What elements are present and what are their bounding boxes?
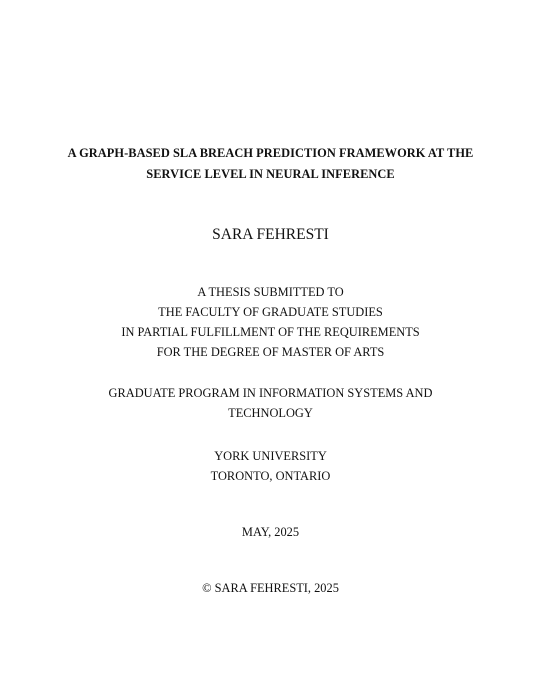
submission-line-4: FOR THE DEGREE OF MASTER OF ARTS — [156, 345, 385, 359]
thesis-title-line-2: SERVICE LEVEL IN NEURAL INFERENCE — [146, 167, 395, 181]
program-line-2: TECHNOLOGY — [228, 406, 313, 420]
submission-line-3: IN PARTIAL FULFILLMENT OF THE REQUIREMENTS — [121, 325, 420, 339]
submission-line-1: A THESIS SUBMITTED TO — [197, 285, 344, 299]
copyright-notice — [0, 578, 541, 598]
graduate-program — [0, 383, 541, 423]
submission-date-text: MAY, 2025 — [241, 525, 300, 539]
thesis-title-line-1: A GRAPH-BASED SLA BREACH PREDICTION FRAMEWORK AT THE — [67, 146, 474, 160]
submission-date — [0, 522, 541, 542]
university-name: YORK UNIVERSITY — [214, 449, 327, 463]
program-line-1: GRADUATE PROGRAM IN INFORMATION SYSTEMS AND — [108, 386, 433, 400]
author-name — [0, 225, 541, 245]
university-location: TORONTO, ONTARIO — [210, 469, 331, 483]
submission-line-2: THE FACULTY OF GRADUATE STUDIES — [158, 305, 383, 319]
thesis-title — [0, 143, 541, 185]
copyright-text: © SARA FEHRESTI, 2025 — [202, 581, 339, 595]
submission-statement — [0, 282, 541, 362]
author-name-text: SARA FEHRESTI — [212, 226, 329, 243]
institution — [0, 446, 541, 486]
